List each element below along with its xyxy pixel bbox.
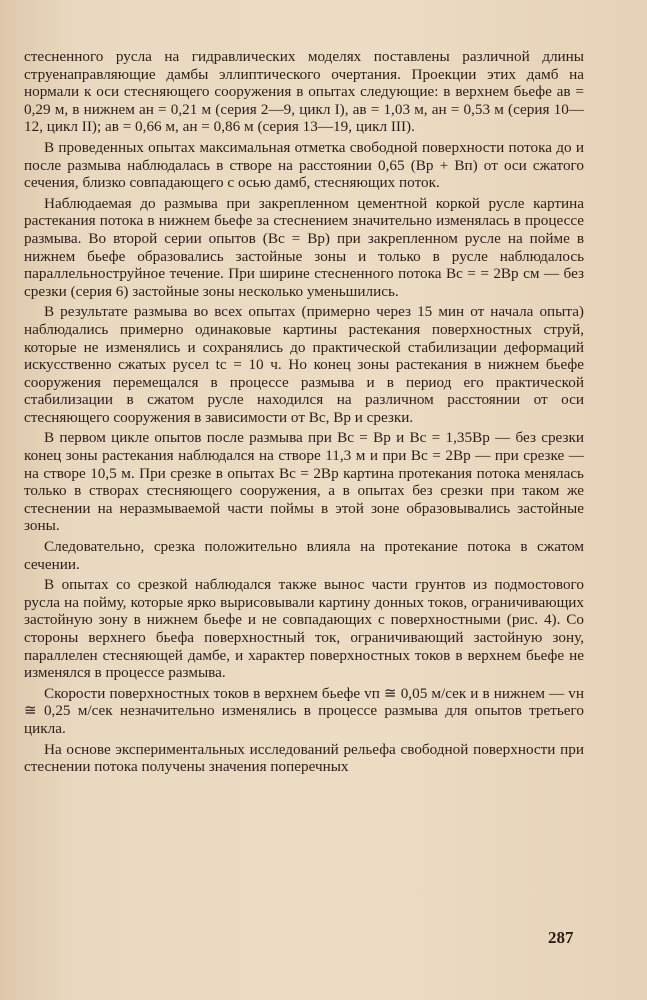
paragraph-2: В проведенных опытах максимальная отметка свободной поверхности потока до и после размыва наблюдалась в створе на расстоянии 0,65 (Bр + Bп) от оси сжатого сечения, близко совпадающего с осью дамб, стесняющих поток. xyxy=(24,138,584,192)
paragraph-9: На основе экспериментальных исследований рельефа свободной поверхности при стеснении потока получены значения поперечных xyxy=(24,740,584,776)
page-number: 287 xyxy=(548,928,574,947)
paragraph-7: В опытах со срезкой наблюдался также вынос части грунтов из подмостового русла на пойму, которые ярко вырисовывали картину донных токов, ограничивающих застойную зону в нижнем бьефе и не совпадающих с поверхностными (рис. 4). Со стороны верхнего бьефа поверхностный ток, ограничивающий застойную зону, параллелен стесняющей дамбе, и характер поверхностных токов в верхнем бьефе не изменялся в процессе размыва. xyxy=(24,576,584,682)
body-text xyxy=(24,48,584,779)
paragraph-4: В результате размыва во всех опытах (примерно через 15 мин от начала опыта) наблюдались примерно одинаковые картины растекания поверхностных струй, которые не изменялись и сохранялись до практической стабилизации деформаций искусственно сжатых русел tс = 10 ч. Но конец зоны растекания в нижнем бьефе сооружения перемещался в процессе размыва и в период его практической стабилизации в сжатом русле находился на различном расстоянии от оси стесняющего сооружения в зависимости от Bс, Bр и срезки. xyxy=(24,303,584,426)
paragraph-3: Наблюдаемая до размыва при закрепленном цементной коркой русле картина растекания потока в нижнем бьефе за стеснением значительно изменялась в процессе размыва. Во второй серии опытов (Bс = Bр) при закрепленном русле на пойме в нижнем бьефе образовались застойные зоны и только в русле наблюдалось параллельноструйное течение. При ширине стесненного потока Bс = = 2Bр см — без срезки (серия 6) застойные зоны несколько уменьшились. xyxy=(24,194,584,300)
paragraph-8: Скорости поверхностных токов в верхнем бьефе vп ≅ 0,05 м/сек и в нижнем — vн ≅ 0,25 м/сек незначительно изменялись в процессе размыва для опытов третьего цикла. xyxy=(24,684,584,737)
paragraph-5: В первом цикле опытов после размыва при Bс = Bр и Bс = 1,35Bр — без срезки конец зоны растекания наблюдался на створе 11,3 м и при Bс = 2Bр — при срезке — на створе 10,5 м. При срезке в опытах Bс = 2Bр картина протекания потока менялась только в створах стесняющего сооружения, а в опытах без срезки при таком же стеснении на неразмываемой части поймы в этой зоне образовывались застойные зоны. xyxy=(24,429,584,535)
paragraph-1: стесненного русла на гидравлических моделях поставлены различной длины струенаправляющие дамбы эллиптического очертания. Проекции этих дамб на нормали к оси стесняющего сооружения в опытах следующие: в верхнем бьефе aв = 0,29 м, в нижнем aн = 0,21 м (серия 2—9, цикл I), aв = 1,03 м, aн = 0,53 м (серия 10—12, цикл II); aв = 0,66 м, aн = 0,86 м (серия 13—19, цикл III). xyxy=(24,48,584,136)
paragraph-6: Следовательно, срезка положительно влияла на протекание потока в сжатом сечении. xyxy=(24,538,584,573)
